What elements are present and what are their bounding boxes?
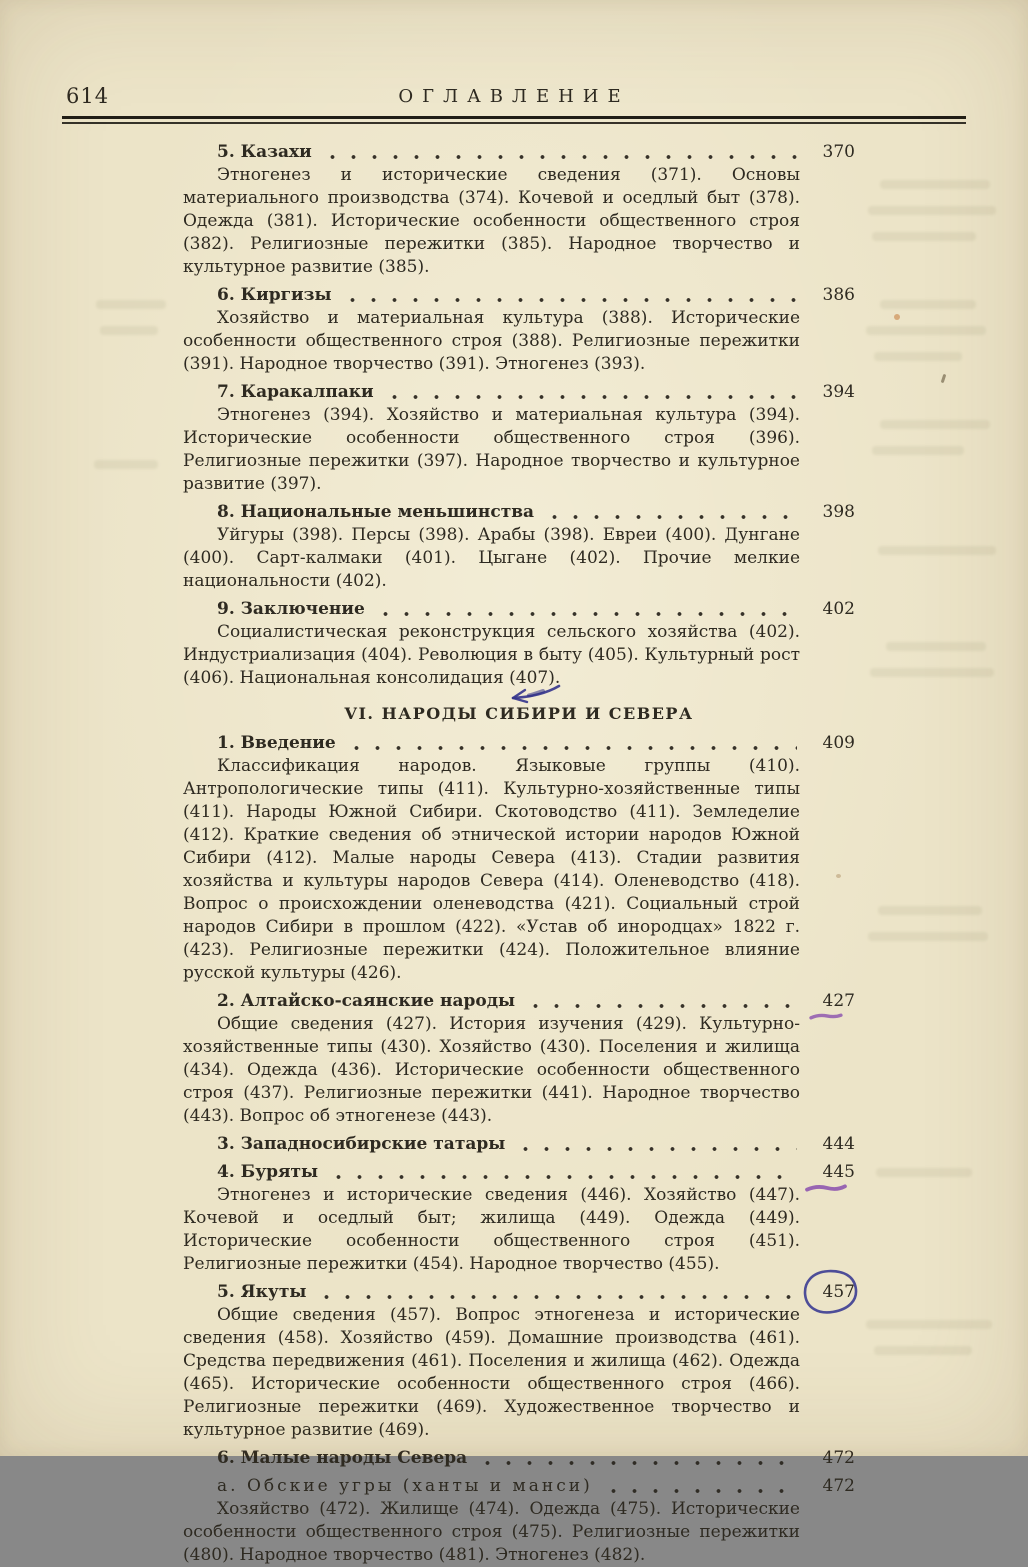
bleedthrough-smudge xyxy=(874,1346,972,1355)
toc-entry xyxy=(183,990,855,1013)
bleedthrough-smudge xyxy=(874,352,962,361)
toc-entry xyxy=(183,1281,855,1304)
toc-entry-title: 5. Якуты xyxy=(217,1282,307,1302)
dot-leader xyxy=(322,147,797,164)
toc-entry-title: 8. Национальные меньшинства xyxy=(217,502,535,522)
dot-leader xyxy=(328,1167,797,1184)
paper-speck xyxy=(941,374,947,383)
bleedthrough-smudge xyxy=(880,300,976,309)
toc-entry xyxy=(183,732,855,755)
toc-paragraph: Этногенез и исторические сведения (371). Основы материального производства (374). Кочевой и оседлый быт (378). Одежда (381). Исторические особенности общественного строя (382). Религиозные пережитки (385). Народное творчество и культурное развитие (385). xyxy=(183,165,800,277)
bleedthrough-smudge xyxy=(886,642,986,651)
page-folio: 614 xyxy=(66,84,110,108)
dot-leader xyxy=(525,996,797,1013)
toc-entry-page: 457 xyxy=(809,1281,855,1304)
bleedthrough-smudge xyxy=(878,546,996,555)
toc-entry xyxy=(183,1475,855,1498)
toc-entry xyxy=(183,501,855,524)
part-heading: VI. НАРОДЫ СИБИРИ И СЕВЕРА xyxy=(344,704,694,723)
toc-entry-page: 444 xyxy=(822,1134,855,1154)
toc-entry xyxy=(183,598,855,621)
toc-entry-page: 394 xyxy=(822,382,855,402)
paper-speck xyxy=(894,314,900,320)
toc-entry-page: 472 xyxy=(822,1448,855,1468)
bleedthrough-smudge xyxy=(94,460,158,469)
toc-entry xyxy=(183,1161,855,1184)
bleedthrough-smudge xyxy=(872,446,964,455)
bleedthrough-smudge xyxy=(880,180,990,189)
toc-entry-title: 6. Киргизы xyxy=(217,285,332,305)
dot-leader xyxy=(384,387,797,404)
toc-paragraph: Социалистическая реконструкция сельского хозяйства (402). Индустриализация (404). Революция в быту (405). Культурный рост (406). Национальная консолидация (407). xyxy=(183,622,800,688)
header-rule xyxy=(62,116,966,124)
toc-entry xyxy=(183,1133,855,1156)
toc-entry-page: 370 xyxy=(822,142,855,162)
dot-leader xyxy=(603,1481,797,1498)
bleedthrough-smudge xyxy=(866,1320,992,1329)
toc-entry-title: 3. Западносибирские татары xyxy=(217,1134,506,1154)
toc-entry-title: а. Обские угры (ханты и манси) xyxy=(217,1476,593,1496)
toc-entry-page: 398 xyxy=(822,502,855,522)
toc-entry-page: 427 xyxy=(809,990,855,1013)
toc-entry-page: 445 xyxy=(809,1161,855,1184)
bleedthrough-smudge xyxy=(878,906,982,915)
toc-entry-title: 7. Каракалпаки xyxy=(217,382,374,402)
bleedthrough-smudge xyxy=(868,206,996,215)
dot-leader xyxy=(477,1453,797,1470)
toc-entry-title: 5. Казахи xyxy=(217,142,312,162)
bleedthrough-smudge xyxy=(876,1168,972,1177)
toc-entry-page: 386 xyxy=(822,285,855,305)
toc-paragraph: Уйгуры (398). Персы (398). Арабы (398). Евреи (400). Дунгане (400). Сарт-калмаки (401). Цыгане (402). Прочие мелкие национальности (402). xyxy=(183,525,800,591)
toc-entry xyxy=(183,1447,855,1470)
toc-paragraph: Этногенез (394). Хозяйство и материальная культура (394). Исторические особенности общественного строя (396). Религиозные пережитки (397). Народное творчество и культурное развитие (397). xyxy=(183,405,800,494)
toc-entry-title: 6. Малые народы Севера xyxy=(217,1448,468,1468)
toc-paragraph: Классификация народов. Языковые группы (410). Антропологические типы (411). Культурно-хозяйственные типы (411). Народы Южной Сибири. Скотоводство (411). Земледелие (412). Краткие сведения об этнической истории народов Южной Сибири (412). Малые народы Севера (413). Стадии развития хозяйства и культуры народов Севера (414). Оленеводство (418). Вопрос о происхождении оленеводства (421). Социальный строй народов Сибири в прошлом (422). «Устав об инородцах» 1822 г. (423). Религиозные пережитки (424). Положительное влияние русской культуры (426). xyxy=(183,756,800,983)
bleedthrough-smudge xyxy=(96,300,166,309)
page-header-title: ОГЛАВЛЕНИЕ xyxy=(398,86,630,107)
bleedthrough-smudge xyxy=(868,932,988,941)
dot-leader xyxy=(375,604,797,621)
dot-leader xyxy=(316,1287,797,1304)
toc-paragraph: Этногенез и исторические сведения (446). Хозяйство (447). Кочевой и оседлый быт; жилища (449). Одежда (449). Исторические особенности общественного строя (451). Религиозные пережитки (454). Народное творчество (455). xyxy=(183,1185,800,1274)
toc-entry-page: 409 xyxy=(822,733,855,753)
toc-paragraph: Хозяйство (472). Жилище (474). Одежда (475). Исторические особенности общественного строя (475). Религиозные пережитки (480). Народное творчество (481). Этногенез (482). xyxy=(183,1499,800,1565)
bleedthrough-smudge xyxy=(870,668,994,677)
dot-leader xyxy=(342,290,797,307)
bleedthrough-smudge xyxy=(880,420,990,429)
dot-leader xyxy=(544,507,797,524)
toc-paragraph: Хозяйство и материальная культура (388). Исторические особенности общественного строя (388). Религиозные пережитки (391). Народное творчество (391). Этногенез (393). xyxy=(183,308,800,374)
toc-entry xyxy=(183,284,855,307)
toc-list xyxy=(183,136,855,1567)
toc-entry xyxy=(183,381,855,404)
toc-entry-title: 9. Заключение xyxy=(217,599,365,619)
bleedthrough-smudge xyxy=(872,232,976,241)
toc-paragraph: Общие сведения (457). Вопрос этногенеза и исторические сведения (458). Хозяйство (459). Домашние производства (461). Средства передвижения (461). Поселения и жилища (462). Одежда (465). Исторические особенности общественного строя (466). Религиозные пережитки (469). Художественное творчество и культурное развитие (469). xyxy=(183,1305,800,1440)
dot-leader xyxy=(346,738,797,755)
ink-arrow-mark xyxy=(503,681,565,707)
toc-entry-title: 4. Буряты xyxy=(217,1162,319,1182)
toc-entry-page: 472 xyxy=(822,1476,855,1496)
toc-entry-page: 402 xyxy=(822,599,855,619)
dot-leader xyxy=(515,1139,797,1156)
toc-paragraph: Общие сведения (427). История изучения (429). Культурно-хозяйственные типы (430). Хозяйство (430). Поселения и жилища (434). Одежда (436). Исторические особенности общественного строя (437). Религиозные пережитки (441). Народное творчество (443). Вопрос об этногенезе (443). xyxy=(183,1014,800,1126)
bleedthrough-smudge xyxy=(100,326,158,335)
bleedthrough-smudge xyxy=(866,326,986,335)
toc-entry-title: 1. Введение xyxy=(217,733,336,753)
toc-entry xyxy=(183,141,855,164)
toc-entry-title: 2. Алтайско-саянские народы xyxy=(217,991,516,1011)
